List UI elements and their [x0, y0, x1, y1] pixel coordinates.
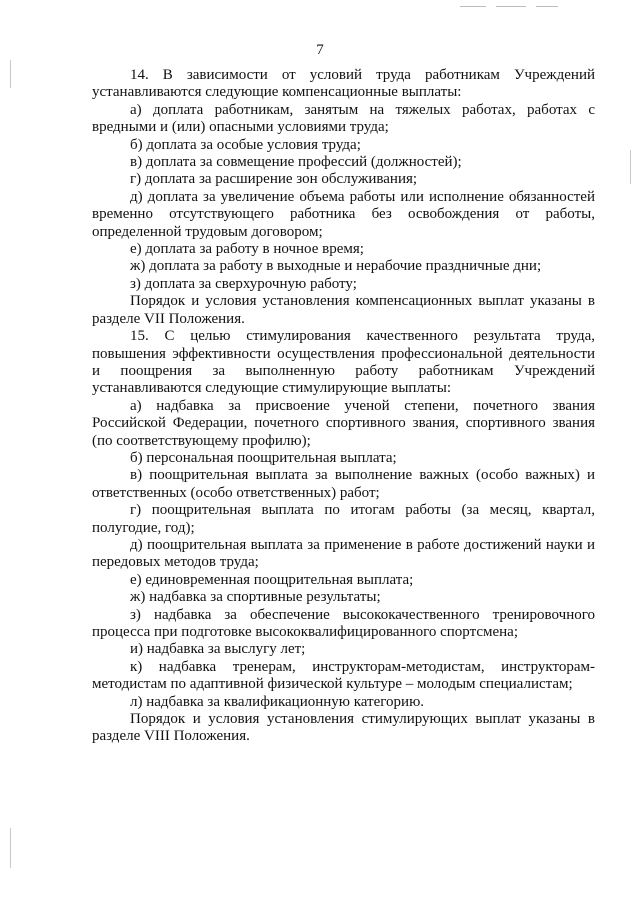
list-item-stim-v: в) поощрительная выплата за выполнение важных (особо важных) и ответственных (особо ответственных) работ; [92, 467, 595, 501]
list-item-stim-b: б) персональная поощрительная выплата; [130, 449, 397, 466]
list-item-stim-d: д) поощрительная выплата за применение в работе достижений науки и передовых методов труда; [92, 536, 595, 571]
scan-edge-mark-left [10, 60, 11, 88]
list-item-stim-zh: ж) надбавка за спортивные результаты; [130, 589, 381, 606]
paragraph-stim-procedure: Порядок и условия установления стимулирующих выплат указаны в разделе VIII Положения. [92, 711, 595, 745]
list-item-stim-k: к) надбавка тренерам, инструкторам-методистам, инструкторам-методистам по адаптивной физической культуре – молодым специалистам; [92, 658, 595, 693]
list-item-stim-z: з) надбавка за обеспечение высококачественного тренировочного процесса при подготовке высококвалифицированного спортсмена; [92, 606, 595, 640]
list-item-comp-z: з) доплата за сверхурочную работу; [130, 275, 357, 292]
list-item-stim-l: л) надбавка за квалификационную категорию. [130, 693, 425, 710]
list-item-comp-v: в) доплата за совмещение профессий (должностей); [130, 154, 462, 171]
scan-edge-mark-left-bottom [10, 828, 11, 868]
scan-edge-mark-right [630, 150, 631, 184]
list-item-comp-a: а) доплата работникам, занятым на тяжелых работах, работах с вредными и (или) опасными условиями труда; [92, 101, 595, 136]
list-item-stim-e: е) единовременная поощрительная выплата; [130, 571, 414, 588]
paragraph-14: 14. В зависимости от условий труда работникам Учреждений устанавливаются следующие компенсационные выплаты: [92, 67, 595, 101]
list-item-comp-b: б) доплата за особые условия труда; [130, 136, 361, 153]
list-item-comp-g: г) доплата за расширение зон обслуживания; [130, 171, 418, 188]
paragraph-15: 15. С целью стимулирования качественного результата труда, повышения эффективности осуществления профессиональной деятельности и поощрения за выполненную работу работникам Учреждений устанавливаются следующие стимулирующие выплаты: [92, 328, 595, 397]
list-item-stim-a: а) надбавка за присвоение ученой степени, почетного звания Российской Федерации, почетного спортивного звания, спортивного звания (по соответствующему профилю); [92, 397, 595, 449]
page-number: 7 [316, 42, 324, 58]
list-item-comp-d: д) доплата за увеличение объема работы или исполнение обязанностей временно отсутствующего работника без освобождения от работы, определенной трудовым договором; [92, 188, 595, 240]
paragraph-comp-procedure: Порядок и условия установления компенсационных выплат указаны в разделе VII Положения. [92, 293, 595, 327]
list-item-stim-i: и) надбавка за выслугу лет; [130, 641, 306, 658]
list-item-comp-e: е) доплата за работу в ночное время; [130, 241, 364, 258]
list-item-stim-g: г) поощрительная выплата по итогам работы (за месяц, квартал, полугодие, год); [92, 502, 595, 536]
scan-header-marks [460, 6, 580, 10]
document-body [92, 67, 595, 746]
list-item-comp-zh: ж) доплата за работу в выходные и нерабочие праздничные дни; [130, 258, 542, 275]
